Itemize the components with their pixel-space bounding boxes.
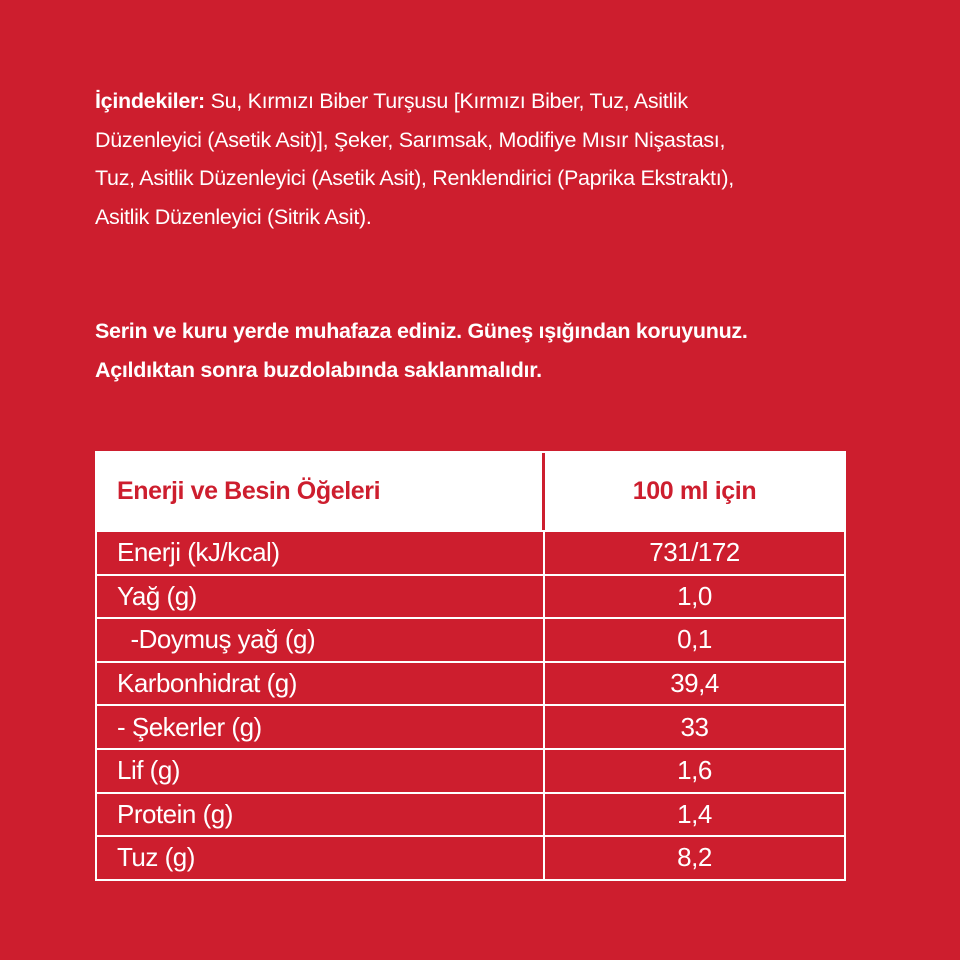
nutrient-value: 731/172 <box>649 537 740 568</box>
nutrient-name: Protein (g) <box>97 794 545 836</box>
nutrition-row-saturated-fat <box>97 617 844 661</box>
nutrient-value: 0,1 <box>677 624 712 655</box>
nutrition-row-carbohydrate <box>97 661 844 705</box>
storage-line-2: Açıldıktan sonra buzdolabında saklanmalıdır. <box>95 357 542 382</box>
header-nutrient-label: Enerji ve Besin Öğeleri <box>97 453 545 530</box>
ingredients-line-text: Su, Kırmızı Biber Turşusu [Kırmızı Biber, Tuz, Asitlik <box>204 89 688 113</box>
nutrient-value: 39,4 <box>670 668 719 699</box>
storage-line-1: Serin ve kuru yerde muhafaza ediniz. Güneş ışığından koruyunuz. <box>95 319 748 343</box>
nutrient-value: 1,4 <box>677 798 712 829</box>
nutrient-value: 1,6 <box>677 755 712 786</box>
nutrient-value: 33 <box>680 711 709 742</box>
ingredients-label: İçindekiler: <box>95 89 205 113</box>
nutrient-value: 1,0 <box>677 580 712 611</box>
nutrient-name: Tuz (g) <box>97 837 545 879</box>
nutrient-name: -Doymuş yağ (g) <box>97 619 545 661</box>
header-per-100ml-label: 100 ml için <box>632 477 757 505</box>
nutrient-name: Enerji (kJ/kcal) <box>97 532 545 574</box>
nutrition-table-header <box>97 453 844 530</box>
nutrition-row-protein <box>97 792 844 836</box>
nutrient-name: - Şekerler (g) <box>97 706 545 748</box>
nutrient-name: Karbonhidrat (g) <box>97 663 545 705</box>
nutrient-name: Yağ (g) <box>97 576 545 618</box>
ingredients-line-4: Asitlik Düzenleyici (Sitrik Asit). <box>95 204 372 229</box>
storage-instructions <box>95 312 875 389</box>
nutrition-row-energy <box>97 530 844 574</box>
nutrition-row-fat <box>97 574 844 618</box>
ingredients-line-1 <box>95 82 875 121</box>
nutrition-row-fiber <box>97 748 844 792</box>
nutrient-value: 8,2 <box>677 842 712 873</box>
nutrition-table <box>95 451 846 881</box>
ingredients-line-2: Düzenleyici (Asetik Asit)], Şeker, Sarımsak, Modifiye Mısır Nişastası, <box>95 127 726 152</box>
nutrient-name: Lif (g) <box>97 750 545 792</box>
nutrition-row-sugars <box>97 704 844 748</box>
nutrition-row-salt <box>97 835 844 879</box>
ingredients-text <box>95 82 875 236</box>
ingredients-line-3: Tuz, Asitlik Düzenleyici (Asetik Asit), Renklendirici (Paprika Ekstraktı), <box>95 166 734 190</box>
